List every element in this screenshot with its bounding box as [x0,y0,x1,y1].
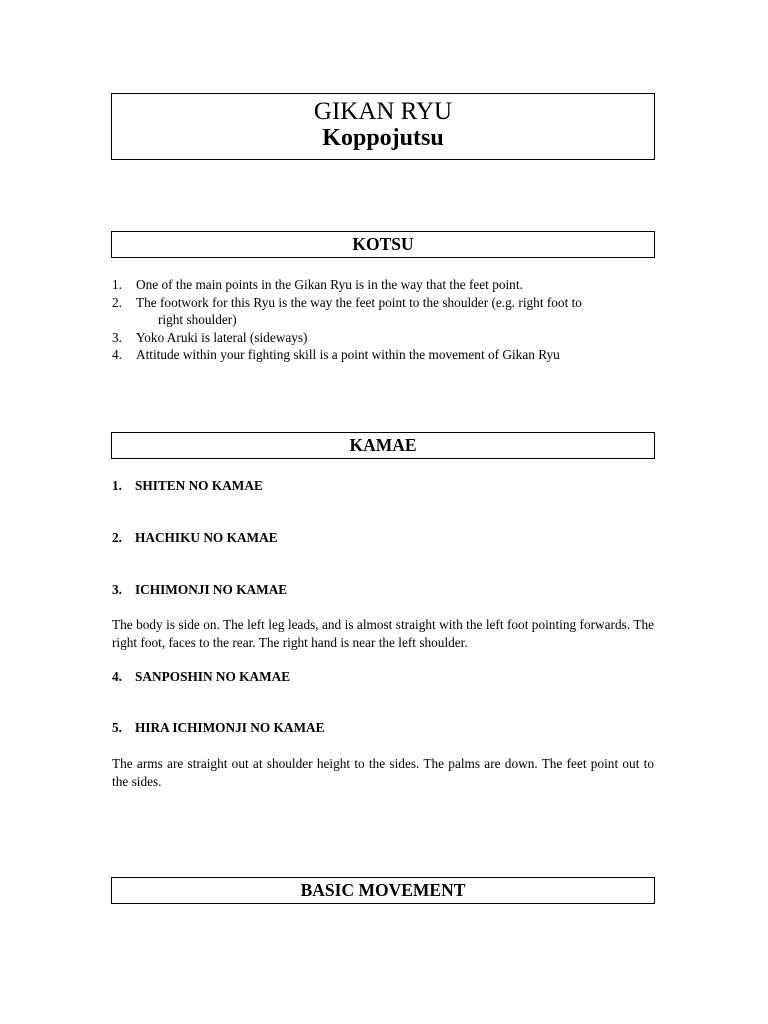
kotsu-list [112,276,654,364]
kamae-description-ichimonji: The body is side on. The left leg leads, and is almost straight with the left foot pointing forwards. The right foot, faces to the rear. The right hand is near the left shoulder. [112,617,654,650]
kamae-number: 5. [112,720,122,735]
kamae-heading-hachiku [112,529,278,547]
kamae-label: HACHIKU NO KAMAE [135,530,278,545]
kamae-heading-hira-ichimonji [112,719,325,737]
kamae-number: 2. [112,530,122,545]
kamae-description-hira-ichimonji: The arms are straight out at shoulder height to the sides. The palms are down. The feet point out to the sides. [112,756,654,789]
document-subtitle: Koppojutsu [322,125,444,151]
list-item-number: 3. [112,329,122,345]
section-heading-kamae: KAMAE [111,432,655,459]
section-heading-basic-movement: BASIC MOVEMENT [111,877,655,904]
list-item-text: One of the main points in the Gikan Ryu is in the way that the feet point. [136,277,523,292]
list-item-number: 1. [112,277,122,292]
kamae-label: ICHIMONJI NO KAMAE [135,582,288,597]
kamae-label: HIRA ICHIMONJI NO KAMAE [135,720,325,735]
list-item [112,346,654,364]
section-heading-kotsu: KOTSU [111,231,655,258]
list-item-number: 4. [112,347,122,363]
kamae-heading-ichimonji [112,581,287,599]
list-item [112,329,654,347]
list-item-text: The footwork for this Ryu is the way the feet point to the shoulder (e.g. right foot to [136,294,582,310]
kamae-number: 1. [112,478,122,493]
list-item-text: Yoko Aruki is lateral (sideways) [136,329,308,345]
list-item [112,276,654,294]
kamae-label: SHITEN NO KAMAE [135,478,263,493]
list-item-number: 2. [112,294,122,310]
list-item-text: Attitude within your fighting skill is a point within the movement of Gikan Ryu [136,347,560,363]
kamae-number: 3. [112,582,122,597]
kamae-number: 4. [112,669,122,684]
kamae-heading-sanposhin [112,668,290,686]
title-box [111,93,655,160]
list-item [112,294,654,329]
kamae-label: SANPOSHIN NO KAMAE [135,669,291,684]
list-item-text-continued: right shoulder) [158,312,237,328]
kamae-heading-shiten [112,477,263,495]
document-title: GIKAN RYU [313,98,453,125]
